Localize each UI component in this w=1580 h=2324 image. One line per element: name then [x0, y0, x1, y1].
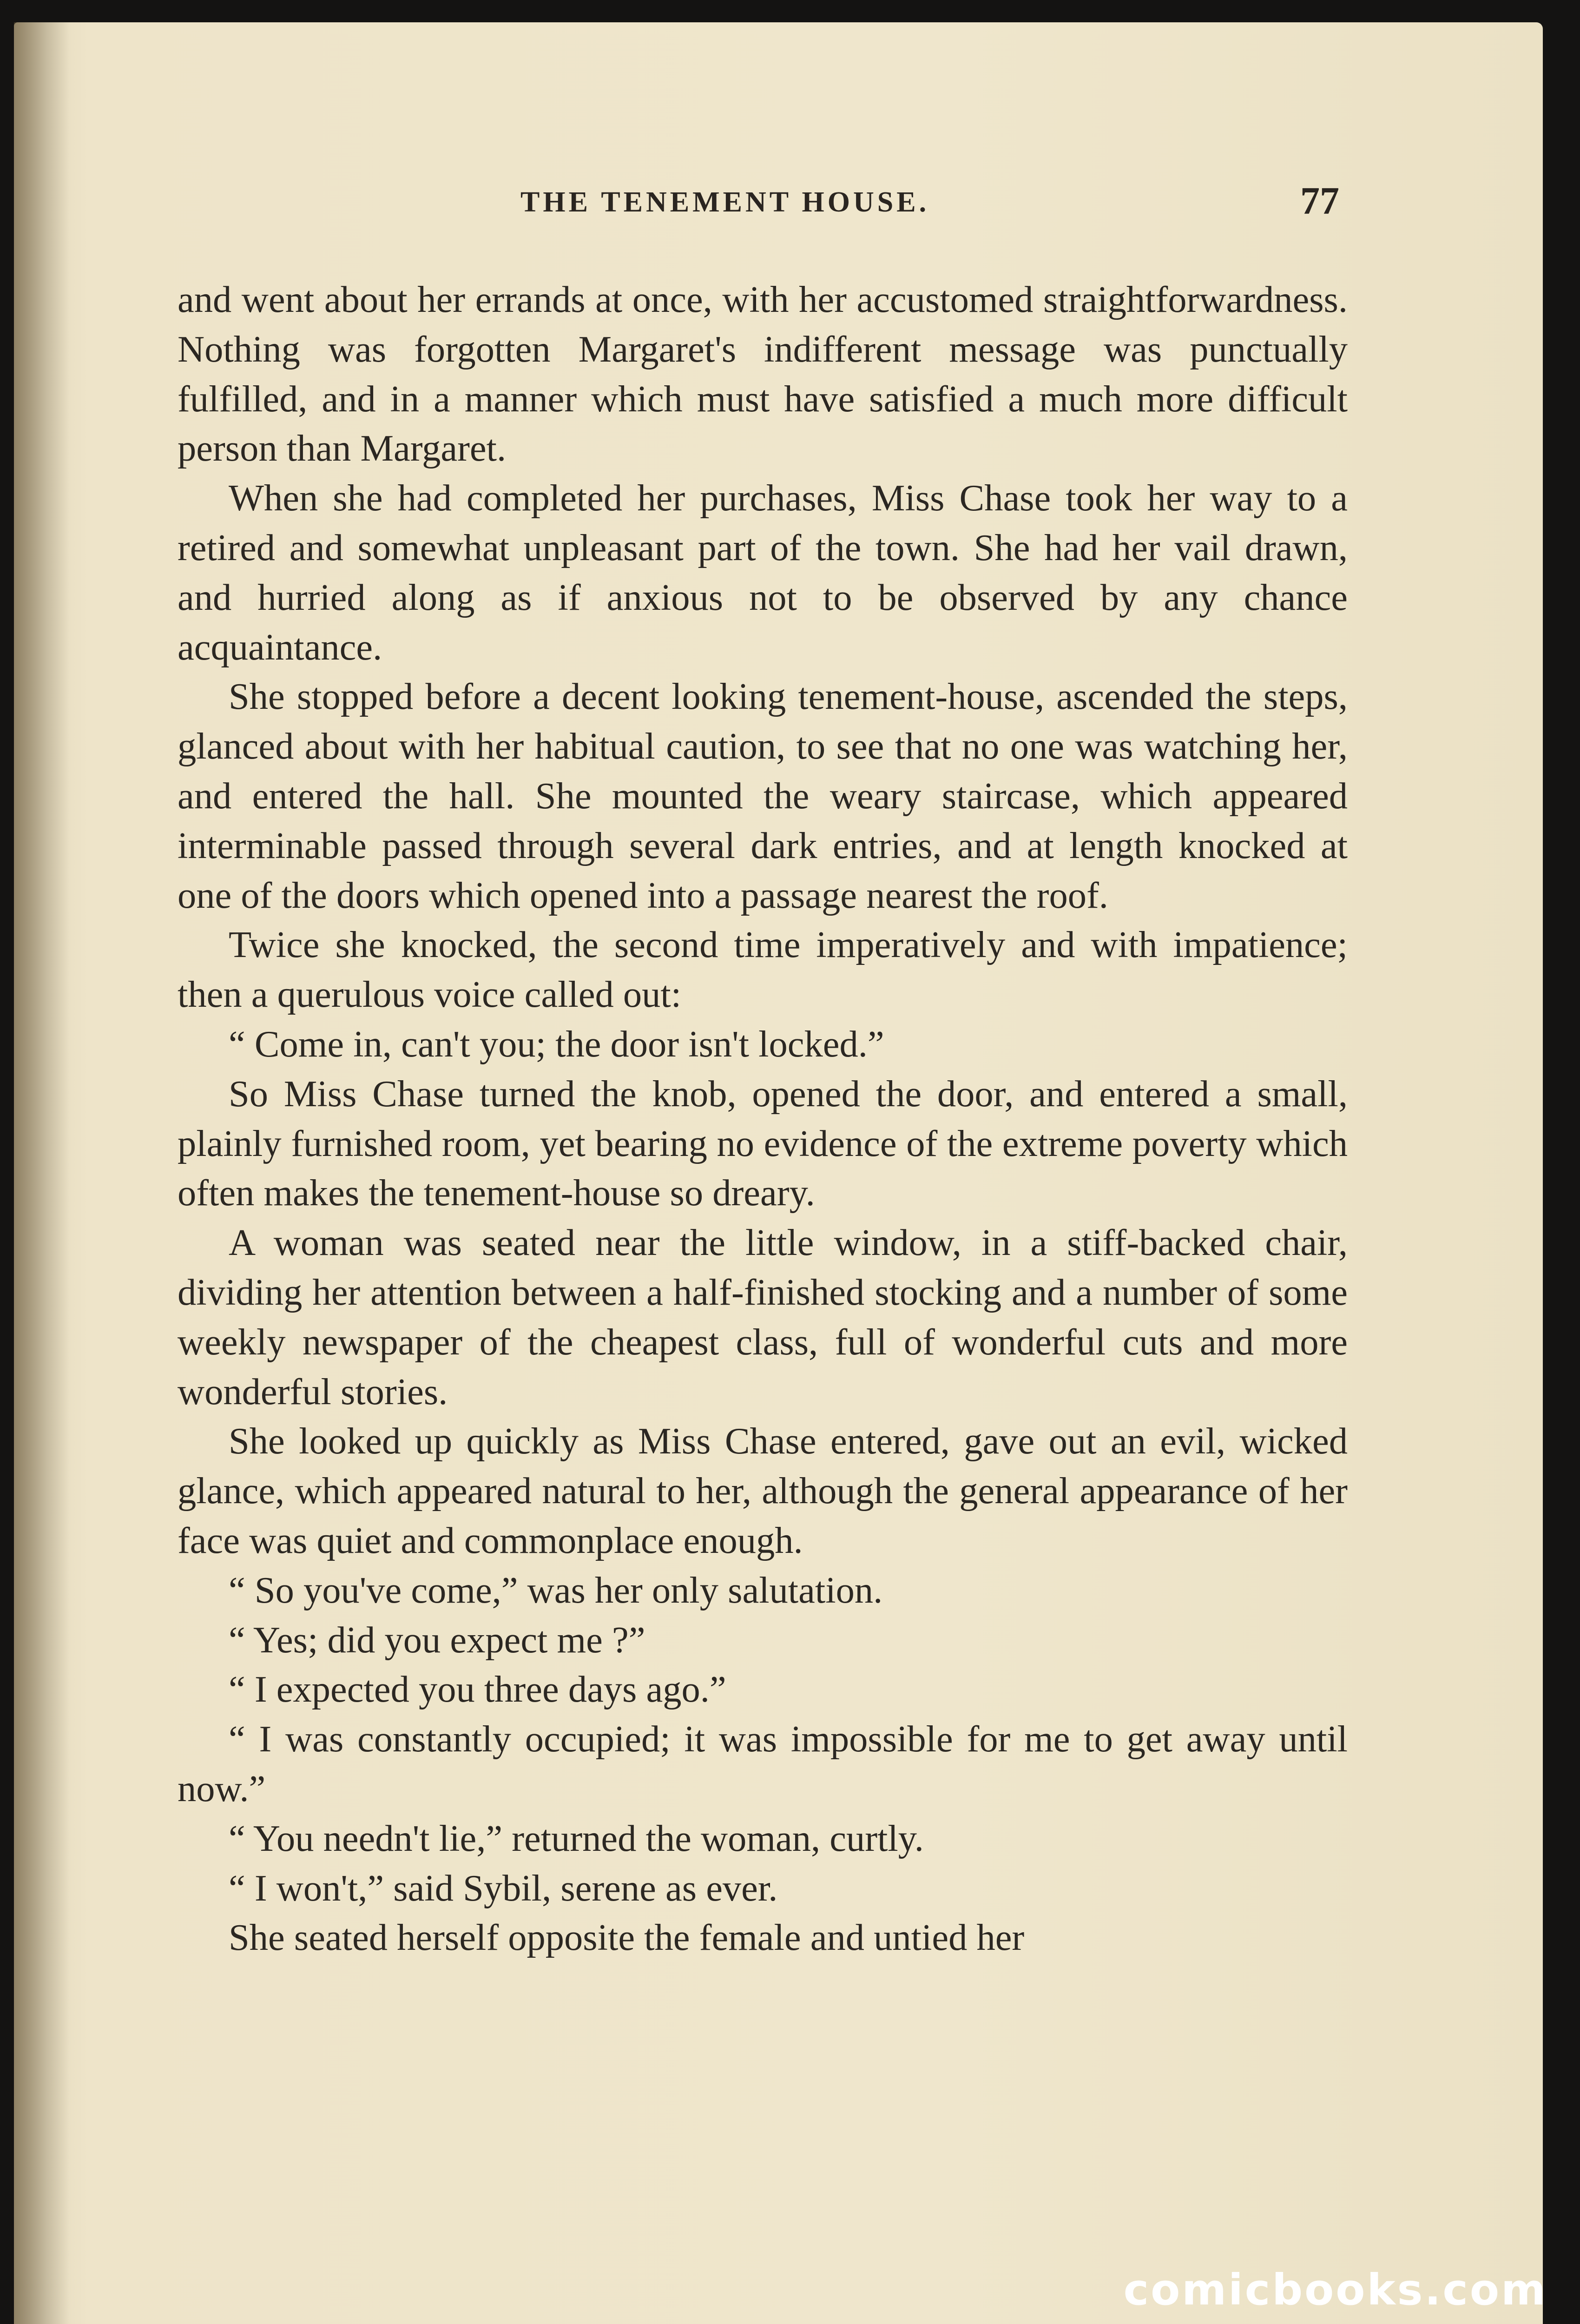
paragraph: She seated herself opposite the female and untied her	[229, 1917, 1025, 1959]
paragraph: She stopped before a decent looking tenement-house, ascended the steps, glanced about with her habitual caution, to see that no one was watching her, and entered the hall. She mounted the weary staircase, which appeared interminable passed through several dark entries, and at length knocked at one of the doors which opened into a passage nearest the roof.	[178, 676, 1348, 916]
paragraph: “ You needn't lie,” returned the woman, curtly.	[229, 1817, 924, 1859]
paragraph: She looked up quickly as Miss Chase entered, gave out an evil, wicked glance, which appeared natural to her, although the general appearance of her face was quiet and commonplace enough.	[178, 1420, 1348, 1561]
body-text	[178, 275, 1348, 1963]
paragraph: When she had completed her purchases, Miss Chase took her way to a retired and somewhat unpleasant part of the town. She had her vail drawn, and hurried along as if anxious not to be observed by any chance acquaintance.	[178, 477, 1348, 668]
page-number: 77	[1300, 179, 1339, 223]
running-head: THE TENEMENT HOUSE.	[520, 186, 930, 218]
page-gutter-shadow	[14, 22, 70, 2324]
paragraph: A woman was seated near the little window, in a stiff-backed chair, dividing her attention between a half-finished stocking and a number of some weekly newspaper of the cheapest class, full of wonderful cuts and more wonderful stories.	[178, 1222, 1348, 1413]
paragraph: “ I expected you three days ago.”	[229, 1669, 726, 1710]
paragraph: “ So you've come,” was her only salutation.	[229, 1569, 883, 1611]
paragraph: and went about her errands at once, with her accustomed straightforwardness. Nothing was forgotten Margaret's indifferent message was punctually fulfilled, and in a manner which must have satisfied a much more difficult person than Margaret.	[178, 279, 1348, 469]
paragraph: “ Yes; did you expect me ?”	[229, 1619, 645, 1661]
paragraph: “ I was constantly occupied; it was impossible for me to get away until now.”	[178, 1718, 1348, 1809]
paragraph: “ Come in, can't you; the door isn't locked.”	[229, 1023, 884, 1065]
paragraph: Twice she knocked, the second time imperatively and with impatience; then a querulous voice called out:	[178, 924, 1348, 1016]
paragraph: So Miss Chase turned the knob, opened the door, and entered a small, plainly furnished room, yet bearing no evidence of the extreme poverty which often makes the tenement-house so dreary.	[178, 1073, 1348, 1214]
watermark: comicbooks.com	[1123, 2265, 1547, 2315]
paragraph: “ I won't,” said Sybil, serene as ever.	[229, 1867, 778, 1909]
